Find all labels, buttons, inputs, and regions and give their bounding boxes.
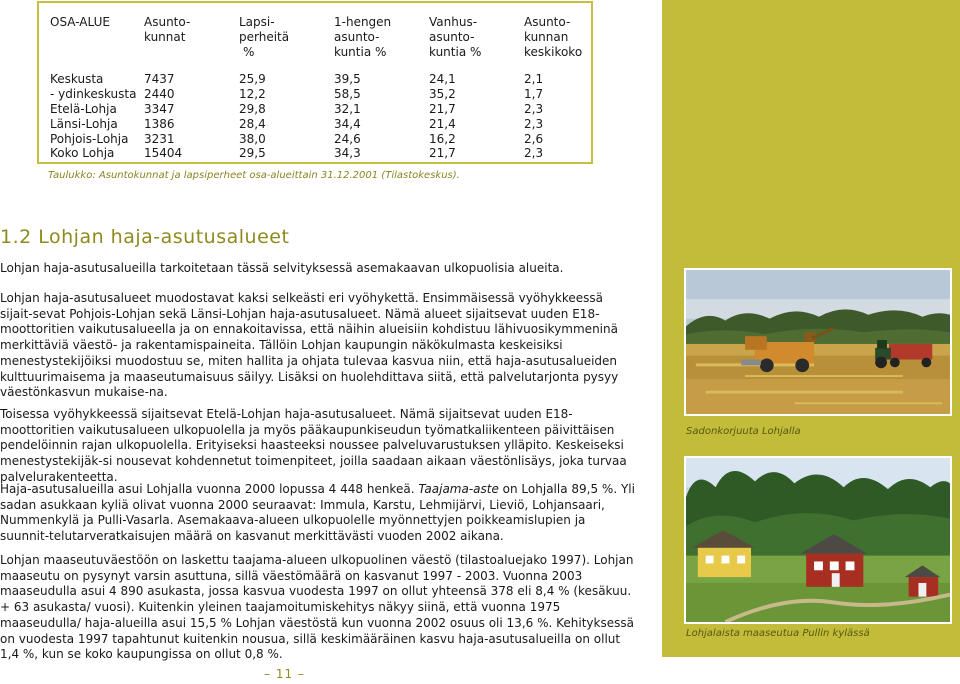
paragraph-urbanization: Haja-asutusalueilla asui Lohjalla vuonna 2000 lopussa 4 448 henkeä. Taajama-aste on Lohjalla 89,5 %. Yli sadan asukkaan kyliä olivat vuonna 2000 seuraavat: Immula, Karstu, Lehmijärvi, Lieviö, Lohjansaari, Nummenkylä ja Pulli-Vasarla. Asemakaava-alueen ulkopuolelle myönnettyjen poikkeamislupien ja suunnit-telutarveratkaisujen määrä on kasvanut merkittävästi vuoden 2002 aikana.	[0, 482, 635, 544]
table-row: Koko Lohja 15404 29,5 34,3 21,7 2,3	[50, 146, 544, 160]
section-heading: 1.2 Lohjan haja-asutusalueet	[0, 226, 290, 248]
table-header-area: OSA-ALUE	[50, 15, 110, 29]
harvest-photo	[684, 268, 952, 416]
table-header-households: Asunto- kunnat	[144, 15, 191, 44]
harvest-photo-caption: Sadonkorjuuta Lohjalla	[686, 426, 801, 437]
paragraph-zone-two: Toisessa vyöhykkeessä sijaitsevat Etelä-Lohjan haja-asutusalueet. Nämä sijaitsevat uuden E18-moottoritien vaikutusalueen ulkopuolella ja myös pääkaupunkiseudun työmatkaliikenteen päivittäisen pendelöinnin rajan ulkopuolella. Erityiseksi haasteeksi noussee palveluvarustuksen ylläpito. Keskeiseksi menestystekijäk-si nousevat kohdennetut toimenpiteet, joilla saadaan aikaan väestönlisäys, joka turvaa palvelurakenteetta.	[0, 407, 627, 484]
table-header-families: Lapsi- perheitä %	[239, 15, 290, 59]
page-number: – 11 –	[264, 667, 305, 681]
area-statistics-table	[37, 1, 593, 164]
village-photo-image	[686, 458, 950, 622]
term-taajama-aste: Taajama-aste	[418, 482, 499, 496]
village-photo-caption: Lohjalaista maaseutua Pullin kylässä	[686, 628, 870, 639]
table-row: - ydinkeskusta 2440 12,2 58,5 35,2 1,7	[50, 87, 544, 101]
table-row: Pohjois-Lohja 3231 38,0 24,6 16,2 2,6	[50, 132, 544, 146]
paragraph-intro: Lohjan haja-asutusalueilla tarkoitetaan tässä selvityksessä asemakaavan ulkopuolisia alueita.	[0, 261, 564, 275]
village-photo	[684, 456, 952, 624]
table-row: Länsi-Lohja 1386 28,4 34,4 21,4 2,3	[50, 117, 544, 131]
table-row: Etelä-Lohja 3347 29,8 32,1 21,7 2,3	[50, 102, 544, 116]
harvest-photo-image	[686, 270, 950, 414]
paragraph-rural-population: Lohjan maaseutuväestöön on laskettu taajama-alueen ulkopuolinen väestö (tilastoaluejako 1997). Lohjan maaseutu on pysynyt varsin asuttuna, sillä väestömäärä on kasvanut 1997 - 2003. Vuonna 2003 maaseudulla asui 4 890 asukasta, jossa kasvua vuodesta 1997 on ollut yhteensä 378 eli 8,4 % (kesäkuu. + 63 asukasta/ vuosi). Kuitenkin yleinen taajamoitumiskehitys näkyy siinä, että vuonna 1975 maaseudulla/ haja-alueilla asui 15,5 % Lohjan väestöstä kun vuonna 2002 osuus oli 13,6 %. Kehityksessä on vuodesta 1997 tapahtunut kuitenkin nousua, sillä keskimääräinen kasvu haja-asutusalueilla on ollut 1,4 %, kun se koko kaupungissa on ollut 0,8 %.	[0, 553, 634, 662]
table-caption: Taulukko: Asuntokunnat ja lapsiperheet osa-alueittain 31.12.2001 (Tilastokeskus).	[48, 170, 460, 181]
table-header-single-person: 1-hengen asunto- kuntia %	[334, 15, 392, 59]
table-header-elderly: Vanhus- asunto- kuntia %	[429, 15, 482, 59]
table-header-avg-size: Asunto- kunnan keskikoko	[524, 15, 583, 59]
paragraph-zone-one: Lohjan haja-asutusalueet muodostavat kaksi selkeästi eri vyöhykettä. Ensimmäisessä vyöhykkeessä sijait-sevat Pohjois-Lohjan sekä Länsi-Lohjan haja-asutusalueet. Nämä alueet sijaitsevat uuden E18-moottoritien vaikutusalueella ja on ennakoitavissa, että näihin alueisiin kohdistuu lähivuosikymmeninä merkittäviä väestö- ja rakentamispaineita. Tällöin Lohjan kaupungin näkökulmasta keskeisiksi menestystekijöiksi muodostuu se, miten hallita ja ohjata tulevaa kasvua niin, että haja-asutusalueiden kulttuurimaisema ja maaseutumaisuus säilyy. Lisäksi on huolehdittava siitä, että palvelutarjonta pysyy väestönkasvun mukaise-na.	[0, 291, 619, 400]
table-row: Keskusta 7437 25,9 39,5 24,1 2,1	[50, 72, 544, 86]
